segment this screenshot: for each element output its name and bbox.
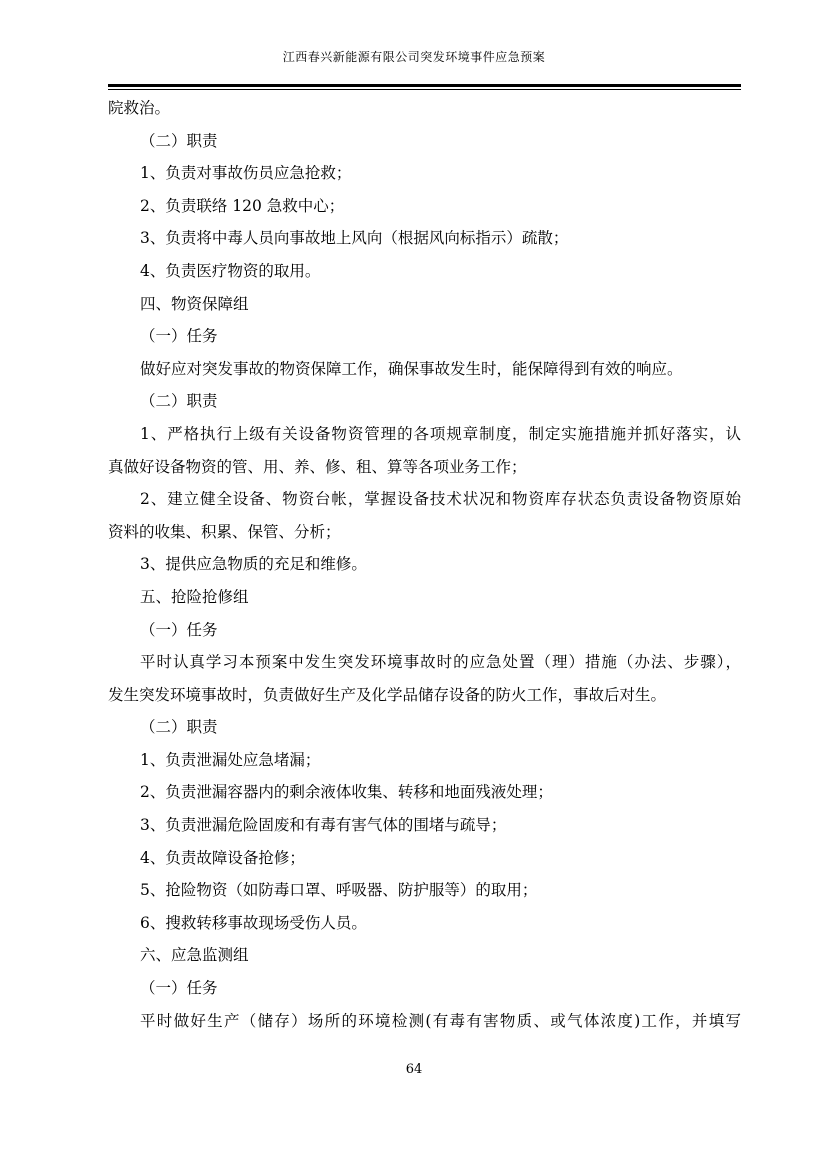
list-item: 6、搜救转移事故现场受伤人员。 <box>140 913 367 932</box>
list-item: 4、负责医疗物资的取用。 <box>140 261 321 280</box>
document-body <box>108 92 741 1037</box>
subsection-heading: （一）任务 <box>140 327 218 346</box>
list-item: 1、负责对事故伤员应急抢救； <box>140 164 352 183</box>
list-item: 3、提供应急物质的充足和维修。 <box>140 555 367 574</box>
list-item: 1、负责泄漏处应急堵漏； <box>140 750 321 769</box>
list-item: 2、负责泄漏容器内的剩余液体收集、转移和地面残液处理； <box>140 783 553 802</box>
paragraph-line: 平时做好生产（储存）场所的环境检测(有毒有害物质、或气体浓度)工作，并填写 <box>140 1011 741 1030</box>
subsection-heading: （一）任务 <box>140 620 218 639</box>
list-item: 2、建立健全设备、物资台帐，掌握设备技术状况和物资库存状态负责设备物资原始 <box>140 490 741 509</box>
document-header-title: 江西春兴新能源有限公司突发环境事件应急预案 <box>282 50 546 64</box>
paragraph-line: 平时认真学习本预案中发生突发环境事故时的应急处置（理）措施（办法、步骤）， <box>140 653 741 672</box>
subsection-heading: （二）职责 <box>140 392 218 411</box>
subsection-heading: （一）任务 <box>140 979 218 998</box>
list-item: 1、严格执行上级有关设备物资管理的各项规章制度，制定实施措施并抓好落实，认 <box>140 424 741 443</box>
section-heading: 五、抢险抢修组 <box>140 587 249 606</box>
text-line: 院救治。 <box>108 99 171 117</box>
list-item: 3、负责将中毒人员向事故地上风向（根据风向标指示）疏散； <box>140 229 569 248</box>
paragraph-line: 做好应对突发事故的物资保障工作，确保事故发生时，能保障得到有效的响应。 <box>140 359 683 378</box>
list-item: 2、负责联络 120 急救中心； <box>140 196 345 215</box>
subsection-heading: （二）职责 <box>140 718 218 737</box>
section-heading: 四、物资保障组 <box>140 294 249 313</box>
list-item: 3、负责泄漏危险固废和有毒有害气体的围堵与疏导； <box>140 816 507 835</box>
header-rule-thick <box>108 84 741 87</box>
list-item: 5、抢险物资（如防毒口罩、呼吸器、防护服等）的取用； <box>140 881 538 900</box>
section-heading: 六、应急监测组 <box>140 946 249 965</box>
subsection-heading: （二）职责 <box>140 131 218 150</box>
list-item: 4、负责故障设备抢修； <box>140 848 305 867</box>
paragraph-continuation: 发生突发环境事故时，负责做好生产及化学品储存设备的防火工作，事故后对生。 <box>108 685 667 704</box>
list-item-continuation: 资料的收集、积累、保管、分析； <box>108 522 341 541</box>
list-item-continuation: 真做好设备物资的管、用、养、修、租、算等各项业务工作； <box>108 457 527 476</box>
header-rule-thin <box>108 89 741 90</box>
page-number: 64 <box>405 1062 423 1077</box>
